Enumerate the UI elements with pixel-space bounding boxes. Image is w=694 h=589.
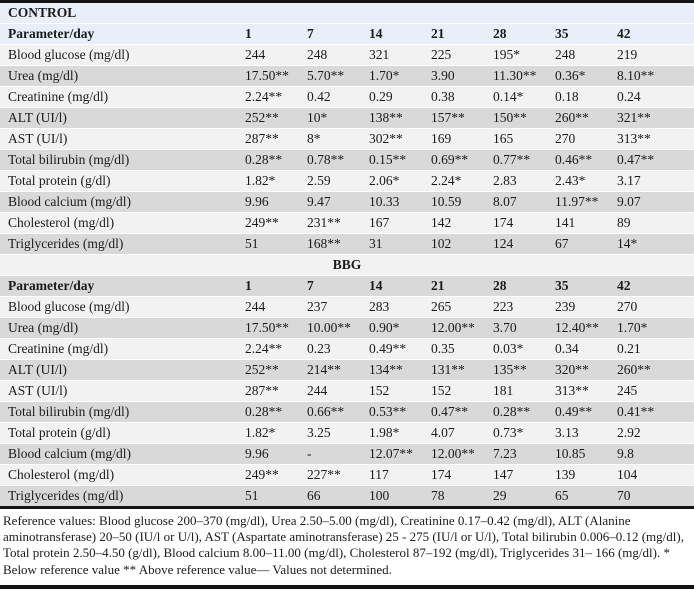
table-row: [0, 297, 694, 318]
value-cell: 225: [425, 45, 487, 66]
section-row-control: [0, 3, 694, 24]
header-day-14: 14: [363, 24, 425, 45]
value-cell: 287**: [239, 129, 301, 150]
value-cell: 2.43*: [549, 171, 611, 192]
value-cell: 152: [425, 381, 487, 402]
value-cell: 321**: [611, 108, 694, 129]
table-row: [0, 129, 694, 150]
table-row: [0, 444, 694, 465]
value-cell: 152: [363, 381, 425, 402]
value-cell: 51: [239, 234, 301, 255]
header-day-42: 42: [611, 24, 694, 45]
value-cell: 17.50**: [239, 318, 301, 339]
value-cell: 14*: [611, 234, 694, 255]
value-cell: 0.46**: [549, 150, 611, 171]
value-cell: 10.33: [363, 192, 425, 213]
value-cell: 260**: [549, 108, 611, 129]
value-cell: 12.40**: [549, 318, 611, 339]
value-cell: 0.29: [363, 87, 425, 108]
header-row-bbg: [0, 276, 694, 297]
value-cell: 142: [425, 213, 487, 234]
value-cell: 135**: [487, 360, 549, 381]
value-cell: 12.00**: [425, 444, 487, 465]
value-cell: 12.07**: [363, 444, 425, 465]
row-label: Blood glucose (mg/dl): [0, 297, 239, 318]
value-cell: 231**: [301, 213, 363, 234]
table-row: [0, 465, 694, 486]
value-cell: 10.00**: [301, 318, 363, 339]
value-cell: 9.96: [239, 444, 301, 465]
value-cell: 0.73*: [487, 423, 549, 444]
value-cell: 5.70**: [301, 66, 363, 87]
value-cell: 0.15**: [363, 150, 425, 171]
value-cell: 3.70: [487, 318, 549, 339]
value-cell: 117: [363, 465, 425, 486]
value-cell: 0.47**: [611, 150, 694, 171]
value-cell: 174: [487, 213, 549, 234]
header-day-1: 1: [239, 24, 301, 45]
value-cell: 2.24*: [425, 171, 487, 192]
header-day-7: 7: [301, 24, 363, 45]
value-cell: 227**: [301, 465, 363, 486]
value-cell: 70: [611, 486, 694, 508]
value-cell: 0.14*: [487, 87, 549, 108]
header-parameter-day: Parameter/day: [0, 276, 239, 297]
table-row: [0, 402, 694, 423]
reference-values-footnote: Reference values: Blood glucose 200–370 (mg/dl), Urea 2.50–5.00 (mg/dl), Creatinine 0.17–0.42 (mg/dl), ALT (Alanine aminotransferase) 20–50 (IU/l or U/l), AST (Aspartate aminotransferase) 25 - 275 (IU/l or U/l), Total bilirubin 0.006–0.12 (mg/dl), Total protein 2.50–4.50 (g/dl), Blood calcium 8.00–11.00 (mg/dl), Cholesterol 87–192 (mg/dl), Triglycerides 31– 166 (mg/dl). * Below reference value ** Above reference value— Values not determined.: [3, 513, 684, 577]
value-cell: 245: [611, 381, 694, 402]
row-label: Triglycerides (mg/dl): [0, 486, 239, 508]
value-cell: 131**: [425, 360, 487, 381]
value-cell: 302**: [363, 129, 425, 150]
value-cell: 147: [487, 465, 549, 486]
table-row: [0, 381, 694, 402]
header-row-control: [0, 24, 694, 45]
row-label: AST (UI/l): [0, 381, 239, 402]
lab-results-table: [0, 3, 694, 509]
table-row: [0, 192, 694, 213]
value-cell: 244: [301, 381, 363, 402]
table-row: [0, 213, 694, 234]
row-label: Cholesterol (mg/dl): [0, 213, 239, 234]
header-day-28: 28: [487, 276, 549, 297]
value-cell: 214**: [301, 360, 363, 381]
value-cell: 219: [611, 45, 694, 66]
value-cell: 0.90*: [363, 318, 425, 339]
row-label: Blood calcium (mg/dl): [0, 444, 239, 465]
value-cell: 3.25: [301, 423, 363, 444]
table-row: [0, 318, 694, 339]
value-cell: 2.24**: [239, 87, 301, 108]
value-cell: 313**: [549, 381, 611, 402]
value-cell: 8.10**: [611, 66, 694, 87]
value-cell: 0.34: [549, 339, 611, 360]
value-cell: 174: [425, 465, 487, 486]
value-cell: 138**: [363, 108, 425, 129]
value-cell: 11.97**: [549, 192, 611, 213]
value-cell: 169: [425, 129, 487, 150]
value-cell: 9.96: [239, 192, 301, 213]
lab-results-body: [0, 3, 694, 508]
value-cell: 270: [611, 297, 694, 318]
value-cell: 0.36*: [549, 66, 611, 87]
row-label: Urea (mg/dl): [0, 318, 239, 339]
value-cell: 252**: [239, 360, 301, 381]
value-cell: 2.06*: [363, 171, 425, 192]
row-label: Total bilirubin (mg/dl): [0, 150, 239, 171]
value-cell: 124: [487, 234, 549, 255]
header-parameter-day: Parameter/day: [0, 24, 239, 45]
value-cell: 181: [487, 381, 549, 402]
value-cell: 2.92: [611, 423, 694, 444]
value-cell: 239: [549, 297, 611, 318]
value-cell: 0.24: [611, 87, 694, 108]
value-cell: 2.59: [301, 171, 363, 192]
value-cell: 0.18: [549, 87, 611, 108]
value-cell: 8*: [301, 129, 363, 150]
value-cell: 252**: [239, 108, 301, 129]
value-cell: 0.28**: [239, 402, 301, 423]
value-cell: 89: [611, 213, 694, 234]
value-cell: 10*: [301, 108, 363, 129]
value-cell: 3.13: [549, 423, 611, 444]
header-day-35: 35: [549, 276, 611, 297]
value-cell: 17.50**: [239, 66, 301, 87]
value-cell: 2.83: [487, 171, 549, 192]
row-label: Total protein (g/dl): [0, 171, 239, 192]
header-day-14: 14: [363, 276, 425, 297]
table-row: [0, 360, 694, 381]
value-cell: 12.00**: [425, 318, 487, 339]
section-title-bbg: BBG: [0, 255, 694, 276]
value-cell: 100: [363, 486, 425, 508]
value-cell: 0.28**: [239, 150, 301, 171]
value-cell: 244: [239, 297, 301, 318]
value-cell: 3.90: [425, 66, 487, 87]
value-cell: 283: [363, 297, 425, 318]
value-cell: 51: [239, 486, 301, 508]
value-cell: -: [301, 444, 363, 465]
value-cell: 134**: [363, 360, 425, 381]
value-cell: 0.38: [425, 87, 487, 108]
table-row: [0, 87, 694, 108]
value-cell: 10.85: [549, 444, 611, 465]
row-label: Cholesterol (mg/dl): [0, 465, 239, 486]
header-day-1: 1: [239, 276, 301, 297]
value-cell: 270: [549, 129, 611, 150]
row-label: Creatinine (mg/dl): [0, 87, 239, 108]
value-cell: 29: [487, 486, 549, 508]
value-cell: 1.98*: [363, 423, 425, 444]
value-cell: 9.47: [301, 192, 363, 213]
value-cell: 248: [301, 45, 363, 66]
row-label: Triglycerides (mg/dl): [0, 234, 239, 255]
value-cell: 249**: [239, 465, 301, 486]
value-cell: 195*: [487, 45, 549, 66]
value-cell: 244: [239, 45, 301, 66]
table-row: [0, 171, 694, 192]
value-cell: 1.70*: [611, 318, 694, 339]
value-cell: 249**: [239, 213, 301, 234]
row-label: ALT (UI/l): [0, 108, 239, 129]
value-cell: 0.47**: [425, 402, 487, 423]
table-row: [0, 108, 694, 129]
value-cell: 0.49**: [549, 402, 611, 423]
header-day-21: 21: [425, 24, 487, 45]
value-cell: 7.23: [487, 444, 549, 465]
value-cell: 66: [301, 486, 363, 508]
row-label: Creatinine (mg/dl): [0, 339, 239, 360]
value-cell: 65: [549, 486, 611, 508]
value-cell: 320**: [549, 360, 611, 381]
table-row: [0, 423, 694, 444]
row-label: Total bilirubin (mg/dl): [0, 402, 239, 423]
value-cell: 287**: [239, 381, 301, 402]
section-title-control: CONTROL: [0, 3, 694, 24]
value-cell: 1.82*: [239, 171, 301, 192]
section-row-bbg: [0, 255, 694, 276]
value-cell: 31: [363, 234, 425, 255]
value-cell: 0.49**: [363, 339, 425, 360]
value-cell: 223: [487, 297, 549, 318]
value-cell: 9.07: [611, 192, 694, 213]
value-cell: 0.78**: [301, 150, 363, 171]
table-row: [0, 234, 694, 255]
value-cell: 0.69**: [425, 150, 487, 171]
table-row: [0, 150, 694, 171]
value-cell: 67: [549, 234, 611, 255]
value-cell: 11.30**: [487, 66, 549, 87]
row-label: AST (UI/l): [0, 129, 239, 150]
value-cell: 168**: [301, 234, 363, 255]
table-row: [0, 339, 694, 360]
value-cell: 1.82*: [239, 423, 301, 444]
value-cell: 102: [425, 234, 487, 255]
value-cell: 9.8: [611, 444, 694, 465]
value-cell: 237: [301, 297, 363, 318]
value-cell: 139: [549, 465, 611, 486]
value-cell: 104: [611, 465, 694, 486]
value-cell: 150**: [487, 108, 549, 129]
value-cell: 260**: [611, 360, 694, 381]
table-row: [0, 45, 694, 66]
value-cell: 10.59: [425, 192, 487, 213]
value-cell: 141: [549, 213, 611, 234]
value-cell: 167: [363, 213, 425, 234]
table-row: [0, 486, 694, 508]
value-cell: 165: [487, 129, 549, 150]
value-cell: 0.41**: [611, 402, 694, 423]
value-cell: 313**: [611, 129, 694, 150]
header-day-28: 28: [487, 24, 549, 45]
row-label: Total protein (g/dl): [0, 423, 239, 444]
value-cell: 1.70*: [363, 66, 425, 87]
value-cell: 0.77**: [487, 150, 549, 171]
header-day-7: 7: [301, 276, 363, 297]
value-cell: 0.28**: [487, 402, 549, 423]
value-cell: 0.42: [301, 87, 363, 108]
value-cell: 4.07: [425, 423, 487, 444]
value-cell: 265: [425, 297, 487, 318]
value-cell: 78: [425, 486, 487, 508]
value-cell: 157**: [425, 108, 487, 129]
header-day-42: 42: [611, 276, 694, 297]
value-cell: 321: [363, 45, 425, 66]
value-cell: 248: [549, 45, 611, 66]
row-label: Urea (mg/dl): [0, 66, 239, 87]
value-cell: 0.35: [425, 339, 487, 360]
header-day-35: 35: [549, 24, 611, 45]
value-cell: 0.21: [611, 339, 694, 360]
value-cell: 8.07: [487, 192, 549, 213]
row-label: ALT (UI/l): [0, 360, 239, 381]
row-label: Blood glucose (mg/dl): [0, 45, 239, 66]
value-cell: 0.23: [301, 339, 363, 360]
value-cell: 0.53**: [363, 402, 425, 423]
value-cell: 3.17: [611, 171, 694, 192]
value-cell: 0.66**: [301, 402, 363, 423]
table-row: [0, 66, 694, 87]
header-day-21: 21: [425, 276, 487, 297]
row-label: Blood calcium (mg/dl): [0, 192, 239, 213]
value-cell: 2.24**: [239, 339, 301, 360]
value-cell: 0.03*: [487, 339, 549, 360]
